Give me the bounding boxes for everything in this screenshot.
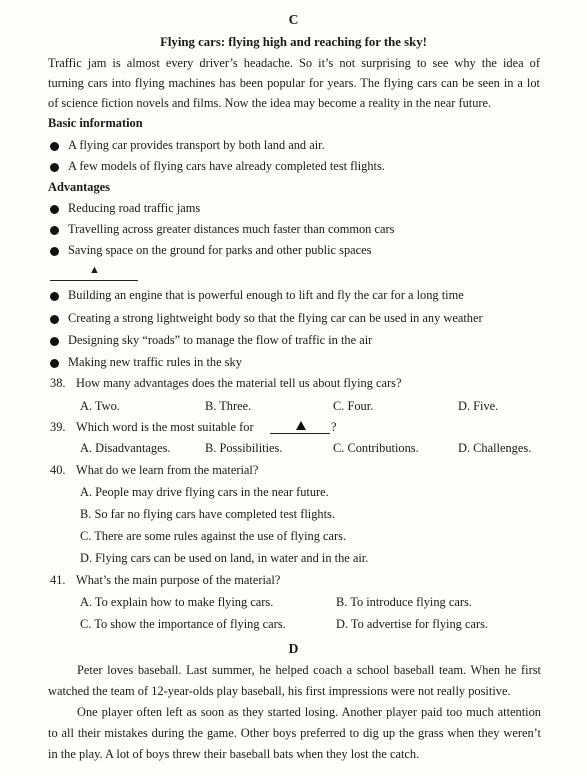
blank-item-1: Building an engine that is powerful enough to lift and fly the car for a long time xyxy=(68,288,464,302)
section-d-letter: D xyxy=(288,641,299,656)
section-d-line-3: One player often left as soon as they started losing. Another player paid too much attention xyxy=(77,705,541,719)
question-38-option-c[interactable]: C. Four. xyxy=(333,399,374,413)
question-39-number: 39. xyxy=(50,420,66,434)
advantage-item-1: Reducing road traffic jams xyxy=(68,201,201,215)
question-39-option-c[interactable]: C. Contributions. xyxy=(333,441,419,455)
question-38-text: How many advantages does the material tell us about flying cars? xyxy=(76,376,402,390)
intro-line-2: turning cars into flying machines has been popular for years. The flying cars can be seen in a lot xyxy=(48,76,540,90)
blank-item-4: Making new traffic rules in the sky xyxy=(68,355,242,369)
basic-item-2: A few models of flying cars have already completed test flights. xyxy=(68,159,385,173)
bullet-icon xyxy=(50,142,59,151)
question-38-option-b[interactable]: B. Three. xyxy=(205,399,252,413)
question-41-option-b[interactable]: B. To introduce flying cars. xyxy=(336,595,472,609)
question-41-option-a[interactable]: A. To explain how to make flying cars. xyxy=(80,595,274,609)
triangle-icon xyxy=(296,421,306,430)
blank-item-3: Designing sky “roads” to manage the flow of traffic in the air xyxy=(68,333,373,347)
blank-marker-triangle-icon: ▲ xyxy=(89,264,100,276)
question-39-text: Which word is the most suitable for xyxy=(76,420,254,434)
section-c-letter: C xyxy=(288,12,299,27)
question-40-option-b[interactable]: B. So far no flying cars have completed test flights. xyxy=(80,507,335,521)
question-41-option-d[interactable]: D. To advertise for flying cars. xyxy=(336,617,489,631)
intro-line-3: of science fiction novels and films. Now the idea may become a reality in the near future. xyxy=(48,96,492,110)
advantage-item-2: Travelling across greater distances much faster than common cars xyxy=(68,222,395,236)
basic-info-heading: Basic information xyxy=(48,116,143,130)
question-39-option-a[interactable]: A. Disadvantages. xyxy=(80,441,171,455)
section-c-title: Flying cars: flying high and reaching for the sky! xyxy=(160,35,427,49)
blank-item-2: Creating a strong lightweight body so that the flying car can be used in any weather xyxy=(68,311,483,325)
question-38-option-a[interactable]: A. Two. xyxy=(80,399,120,413)
section-d-line-2: watched the team of 12-year-olds play baseball, his first impressions were not really positive. xyxy=(48,684,511,698)
question-38-number: 38. xyxy=(50,376,66,390)
question-39-blank xyxy=(270,433,330,434)
question-39-option-d[interactable]: D. Challenges. xyxy=(458,441,532,455)
question-40-option-c[interactable]: C. There are some rules against the use of flying cars. xyxy=(80,529,347,543)
question-40-text: What do we learn from the material? xyxy=(76,463,259,477)
basic-item-1: A flying car provides transport by both land and air. xyxy=(68,138,325,152)
bullet-icon xyxy=(50,315,59,324)
question-40-option-a[interactable]: A. People may drive flying cars in the near future. xyxy=(80,485,329,499)
question-38-option-d[interactable]: D. Five. xyxy=(458,399,499,413)
intro-line-1: Traffic jam is almost every driver’s headache. So it’s not surprising to see why the idea of xyxy=(48,56,540,70)
question-41-option-c[interactable]: C. To show the importance of flying cars. xyxy=(80,617,286,631)
section-d-line-4: to all their mistakes during the game. Other boys preferred to dig up the grass when they weren’t xyxy=(48,726,541,740)
section-d-line-1: Peter loves baseball. Last summer, he helped coach a school baseball team. When he first xyxy=(77,663,541,677)
bullet-icon xyxy=(50,205,59,214)
question-40-number: 40. xyxy=(50,463,66,477)
bullet-icon xyxy=(50,247,59,256)
question-39-mark: ? xyxy=(331,420,337,434)
question-39-option-b[interactable]: B. Possibilities. xyxy=(205,441,283,455)
question-41-text: What’s the main purpose of the material? xyxy=(76,573,281,587)
question-41-number: 41. xyxy=(50,573,66,587)
blank-underline xyxy=(50,280,138,281)
bullet-icon xyxy=(50,163,59,172)
bullet-icon xyxy=(50,226,59,235)
bullet-icon xyxy=(50,337,59,346)
question-40-option-d[interactable]: D. Flying cars can be used on land, in water and in the air. xyxy=(80,551,369,565)
advantage-item-3: Saving space on the ground for parks and other public spaces xyxy=(68,243,372,257)
bullet-icon xyxy=(50,359,59,368)
advantages-heading: Advantages xyxy=(48,180,110,194)
section-d-line-5: in the play. A lot of boys threw their baseball bats when they lost the catch. xyxy=(48,747,420,761)
bullet-icon xyxy=(50,292,59,301)
